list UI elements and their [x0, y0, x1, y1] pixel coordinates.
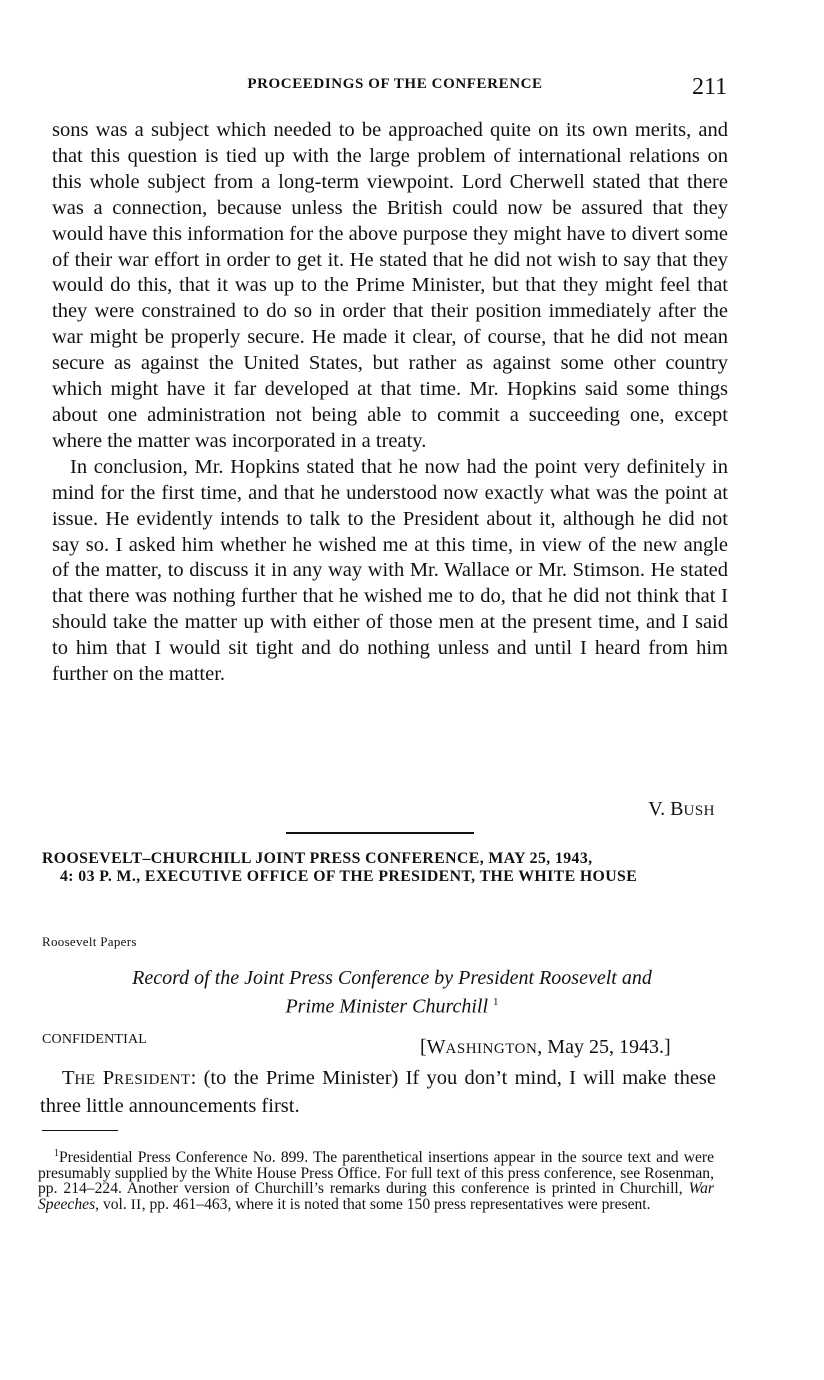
dateline-open: [W	[420, 1036, 446, 1058]
signature-initial: V. B	[648, 798, 684, 820]
running-title: PROCEEDINGS OF THE CONFERENCE	[247, 76, 543, 92]
speaker-he: HE	[74, 1072, 96, 1088]
footnote	[38, 1146, 714, 1213]
speaker-t: T	[62, 1067, 75, 1089]
speech-text: : (to the Prime Minister) If you don’t mind, I will make these three little announcements first.	[40, 1067, 717, 1117]
footnote-italic-title: War Speeches	[38, 1180, 714, 1213]
footnote-text-a: Presidential Press Conference No. 899. The parenthetical insertions appear in the source text and were presumably supplied by the White House Press Office. For full text of this press conference, see Rosenman, pp. 214–224. Another version of Churchill’s remarks during this conference is printed in Churchill,	[38, 1149, 714, 1198]
record-title-line-2-text: Prime Minister Churchill	[285, 995, 489, 1018]
footnote-marker: 1	[54, 1148, 59, 1159]
footnote-text-b: , vol.	[95, 1195, 131, 1213]
source-note: Roosevelt Papers	[42, 934, 137, 949]
signature	[52, 798, 715, 821]
footnote-divider	[42, 1130, 118, 1131]
heading-line-2: 4: 03 P. M., EXECUTIVE OFFICE OF THE PRESIDENT, THE WHITE HOUSE	[60, 868, 638, 885]
footnote-reference: 1	[493, 996, 499, 1008]
dateline	[420, 1036, 671, 1059]
classification-label: CONFIDENTIAL	[42, 1032, 148, 1047]
record-title-line-1: Record of the Joint Press Conference by President Roosevelt and	[132, 967, 652, 989]
record-title-line-2	[42, 990, 742, 1019]
section-divider	[286, 832, 474, 834]
section-heading	[42, 850, 718, 886]
heading-line-1: ROOSEVELT–CHURCHILL JOINT PRESS CONFERENCE, MAY 25, 1943,	[42, 850, 593, 867]
page-number: 211	[692, 74, 728, 100]
signature-surname-smallcaps: USH	[683, 803, 715, 819]
president-remark	[40, 1066, 716, 1120]
dateline-place-smallcaps: ASHINGTON	[445, 1041, 538, 1057]
footnote-volume: II	[130, 1196, 142, 1213]
paragraph-conclusion: In conclusion, Mr. Hopkins stated that he now had the point very definitely in mind for the first time, and that he understood now exactly what was the point at issue. He evidently intends to talk to the President about it, although he did not say so. I asked him whether he wished me at this time, in view of the new angle of the matter, to discuss it in any way with Mr. Wallace or Mr. Stimson. He stated that there was nothing further that he wished me to do, that he did not think that I should take the matter up with either of those men at the present time, and I said to him that I would sit tight and do nothing unless and until I heard from him further on the matter.	[52, 455, 728, 686]
running-head	[0, 70, 824, 106]
paragraph-continued: sons was a subject which needed to be approached quite on its own merits, and that this question is tied up with the large problem of international relations on this whole subject from a long-term viewpoint. Lord Cherwell stated that there was a connection, because unless the British could now be assured that they would have this information for the above purpose they might have to divert some of their war effort in order to get it. He stated that he did not wish to say that they would do this, that it was up to the Prime Minister, but that they might feel that they were constrained to do so in order that their position immediately after the war might be properly secure. He made it clear, of course, that he did not mean secure as against the United States, but rather as against some other country which might have it far developed at that time. Mr. Hopkins said some things about one administration not being able to commit a succeeding one, except where the matter was incorporated in a treaty.	[52, 119, 728, 452]
record-title	[42, 966, 742, 1019]
speaker-p: P	[95, 1067, 115, 1089]
dateline-date: , May 25, 1943.]	[537, 1036, 671, 1058]
speaker-resident: RESIDENT	[114, 1072, 191, 1088]
body-text	[52, 118, 728, 688]
footnote-text-c: , pp. 461–463, where it is noted that some 150 press representatives were present.	[141, 1195, 651, 1213]
